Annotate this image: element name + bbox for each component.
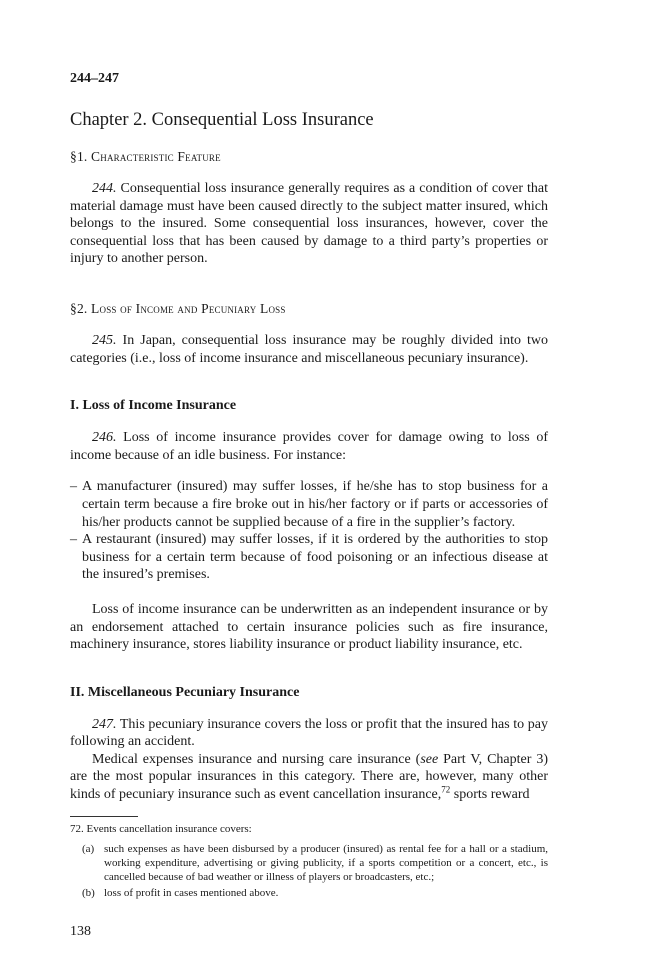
footnote-item-label: (a) [82, 842, 95, 855]
footnote-intro: 72. Events cancellation insurance covers: [70, 822, 252, 835]
paragraph-247 [70, 716, 548, 751]
paragraph-246 [70, 429, 548, 464]
see-italic: see [420, 751, 439, 767]
paragraph-number: 245. [92, 332, 117, 348]
paragraph-number: 246. [92, 430, 117, 446]
paragraph-number: 244. [92, 181, 117, 196]
section-1-title: §1. Characteristic Feature [70, 149, 221, 164]
text-segment: sports reward [450, 787, 530, 803]
section-2-title: §2. Loss of Income and Pecuniary Loss [70, 300, 286, 316]
list-dash: – [70, 479, 77, 495]
paragraph-text: Consequential loss insurance generally requires as a condition of cover that material damage must have been caused directly to the subject matter insured, which belongs to the insured. Some consequential loss insurances, however, cover the consequential loss that has been caused by damage to a third party’s properties or injury to another person. [70, 181, 549, 267]
example-list [70, 478, 548, 584]
footnote-list [70, 842, 548, 900]
paragraph-number: 247. [92, 716, 117, 732]
running-head: 244–247 [70, 71, 119, 86]
subsection-2-title: II. Miscellaneous Pecuniary Insurance [70, 684, 300, 700]
text-segment: Part V, Chapter 3) are the most popular insurances in this category. There are, however, many other kinds of pecuniary insurance such as event cancellation insurance, [70, 751, 548, 803]
paragraph-244 [70, 180, 548, 268]
paragraph-text: Loss of income insurance provides cover for damage owing to loss of income because of an idle business. For instance: [70, 430, 548, 463]
list-item [70, 478, 548, 531]
paragraph-text: In Japan, consequential loss insurance may be roughly divided into two categories (i.e., loss of income insurance and miscellaneous pecuniary insurance). [70, 332, 548, 366]
page-number: 138 [70, 923, 91, 939]
footnote-item [82, 842, 548, 884]
footnote-item-label: (b) [82, 886, 95, 899]
paragraph-245 [70, 332, 548, 367]
subsection-1-title: I. Loss of Income Insurance [70, 398, 237, 414]
footnote-reference[interactable]: 72 [441, 784, 451, 795]
document-page [70, 70, 548, 940]
list-item-text: A restaurant (insured) may suffer losses, if it is ordered by the authorities to stop business for a certain term because of food poisoning or an infectious disease at the insured’s premises. [82, 532, 548, 583]
chapter-title: Chapter 2. Consequential Loss Insurance [70, 110, 374, 130]
footnote-item-text: loss of profit in cases mentioned above. [104, 886, 279, 899]
footnote-item [82, 886, 548, 900]
paragraph-247-continued [70, 751, 548, 804]
list-dash: – [70, 532, 77, 548]
footnote-72 [70, 822, 548, 900]
footnote-item-text: such expenses as have been disbursed by a producer (insured) as rental fee for a hall or a stadium, working expenditure, advertising or giving publicity, if a sports competition or a concert, etc., is cancelled because of bad weather or illness of players or broadcasters, etc.; [104, 842, 548, 883]
paragraph-text: This pecuniary insurance covers the loss or profit that the insured has to pay following an accident. [70, 716, 548, 750]
list-item [70, 531, 548, 584]
list-item-text: A manufacturer (insured) may suffer losses, if he/she has to stop business for a certain term because a fire broke out in his/her factory or if parts or accessories of his/her products cannot be supplied because of a fire in the supplier’s factory. [82, 479, 548, 530]
text-segment: Medical expenses insurance and nursing care insurance ( [92, 751, 421, 767]
paragraph-after-list: Loss of income insurance can be underwritten as an independent insurance or by an endorsement attached to certain insurance policies such as fire insurance, machinery insurance, stores liability insurance or product liability insurance, etc. [70, 601, 548, 653]
footnote-rule [70, 816, 138, 817]
